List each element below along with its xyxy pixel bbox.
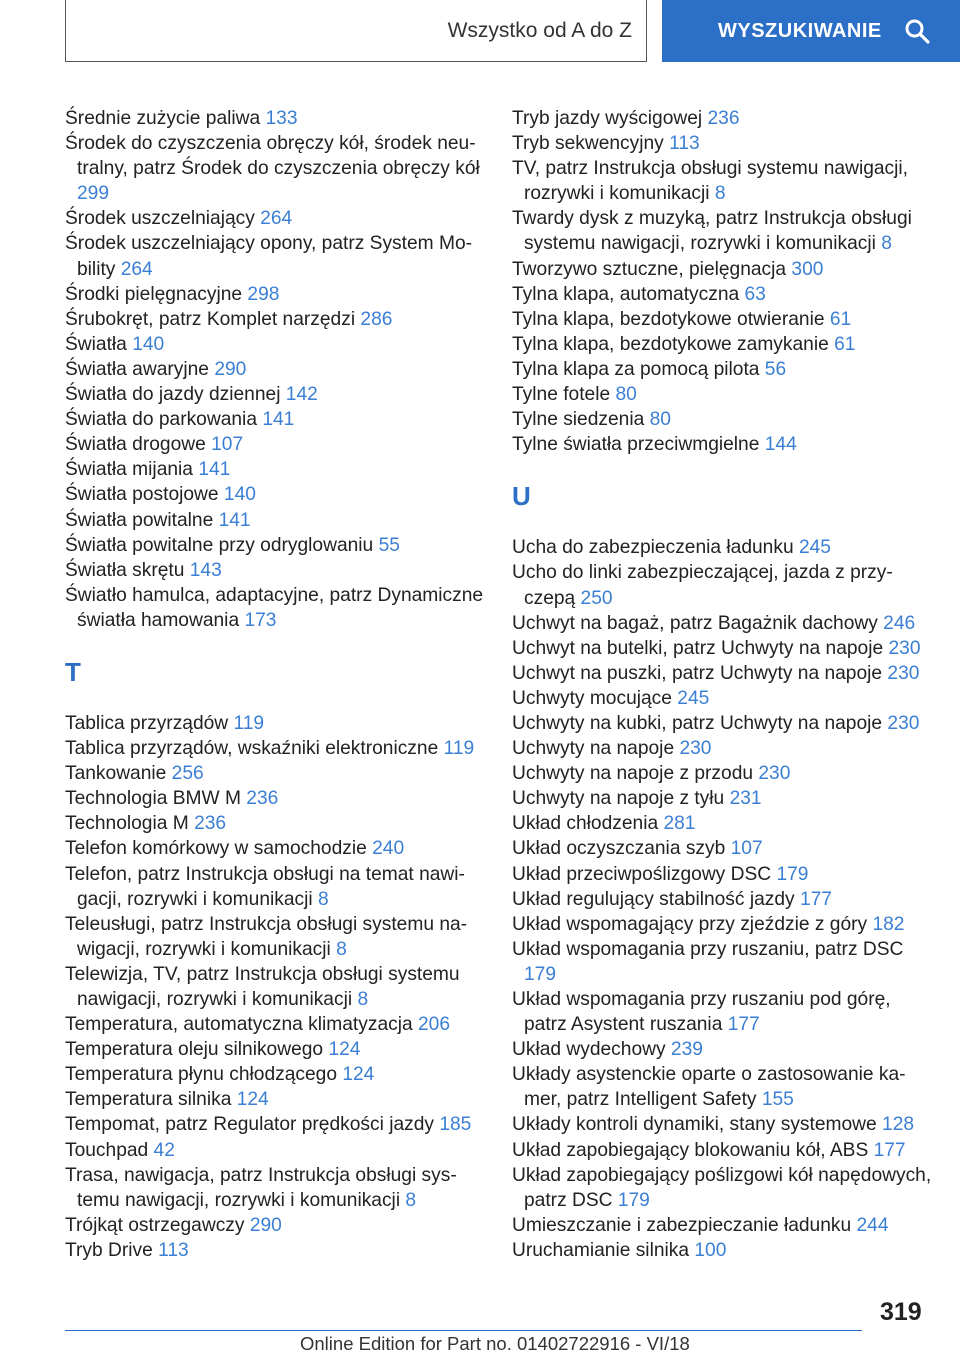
index-entry — [65, 912, 485, 962]
page-link[interactable]: 63 — [744, 283, 766, 305]
page-link[interactable]: 141 — [218, 509, 251, 531]
index-entry-text: Uchwyty na napoje z tyłu — [512, 788, 730, 810]
page-link[interactable]: 246 — [883, 612, 916, 634]
page-link[interactable]: 107 — [211, 434, 244, 456]
page-link[interactable]: 240 — [372, 838, 405, 860]
index-entry — [512, 1138, 932, 1163]
index-entry — [512, 611, 932, 636]
index-entry — [512, 987, 932, 1037]
page-link[interactable]: 119 — [233, 712, 265, 734]
index-entry-text: Układ oczyszczania szyb — [512, 838, 731, 860]
index-entry-text: Światła awaryjne — [65, 358, 215, 380]
index-entry-text: Technologia M — [65, 813, 195, 835]
page-link[interactable]: 8 — [357, 989, 369, 1010]
index-entry-text: Tankowanie — [65, 763, 172, 785]
page-link[interactable]: 42 — [153, 1139, 175, 1161]
page-link[interactable]: 141 — [262, 409, 295, 431]
page-link[interactable]: 61 — [829, 308, 852, 330]
index-entry — [65, 786, 485, 811]
index-entry-text: Temperatura silnika — [65, 1089, 237, 1111]
index-entry — [65, 761, 485, 786]
index-entry-text: Światła do parkowania — [65, 409, 263, 431]
index-entry — [65, 836, 485, 861]
index-entry — [65, 862, 485, 912]
index-entry-text: Układ zapobiegający blokowaniu kół, ABS — [512, 1139, 874, 1161]
index-entry — [512, 761, 932, 786]
index-entry — [65, 558, 485, 583]
page-link[interactable]: 56 — [764, 358, 787, 380]
page-link[interactable]: 245 — [798, 537, 831, 559]
page-link[interactable]: 264 — [260, 208, 293, 230]
index-entry-text: Uruchamianie silnika — [512, 1239, 695, 1261]
page-link[interactable]: 155 — [761, 1089, 794, 1111]
index-entry — [65, 382, 485, 407]
page-link[interactable]: 245 — [677, 687, 710, 709]
index-entry — [65, 282, 485, 307]
index-entry-text: Tylna klapa za pomocą pilota — [512, 358, 765, 380]
index-entry-text: Twardy dysk z muzyką, patrz Instrukcja obsługi systemu nawigacji, rozrywki i komunikacji — [512, 208, 912, 255]
page-link[interactable]: 177 — [873, 1139, 906, 1161]
index-entry — [512, 661, 932, 686]
page-link[interactable]: 141 — [198, 459, 231, 481]
section-letter: T — [65, 656, 81, 687]
index-entry-text: Touchpad — [65, 1139, 154, 1161]
index-entry-text: Układ wspomagania przy ruszaniu pod górę, patrz Asystent ruszania — [512, 989, 891, 1036]
page-link[interactable]: 8 — [336, 938, 347, 960]
page-link[interactable]: 124 — [342, 1064, 375, 1086]
index-entry — [65, 1213, 485, 1238]
index-entry-text: Światła postojowe — [65, 484, 224, 506]
index-entry-text: Tryb sekwencyjny — [512, 133, 670, 155]
page-link[interactable]: 236 — [707, 108, 740, 129]
index-entry — [512, 1213, 932, 1238]
index-entry-text: Światła powitalne przy odryglowaniu — [65, 534, 379, 556]
page-link[interactable]: 140 — [223, 484, 256, 506]
page-link[interactable]: 300 — [791, 258, 824, 280]
section-tab[interactable] — [65, 0, 647, 62]
index-entry — [65, 131, 485, 206]
footer-divider — [65, 1330, 862, 1331]
index-entry-text: Środek uszczelniający opony, patrz System Mo-bility — [65, 233, 473, 280]
page-link[interactable]: 144 — [764, 434, 797, 456]
page-link[interactable]: 107 — [730, 838, 763, 860]
index-entry-text: Uchwyt na bagaż, patrz Bagażnik dachowy — [512, 612, 884, 634]
index-entry — [65, 736, 485, 761]
page-link[interactable]: 231 — [729, 788, 762, 810]
index-entry — [512, 206, 932, 256]
index-entry-text: Układ przeciwpoślizgowy DSC — [512, 863, 777, 885]
index-entry — [512, 1112, 932, 1137]
page-link[interactable]: 256 — [171, 763, 204, 785]
index-entry — [512, 282, 932, 307]
index-entry-text: Światła powitalne — [65, 509, 219, 531]
page-link[interactable]: 230 — [679, 738, 712, 760]
index-entry-text: Światło hamulca, adaptacyjne, patrz Dynamiczne światła hamowania — [65, 584, 484, 631]
page-link[interactable]: 8 — [317, 888, 329, 910]
index-entry-text: Telewizja, TV, patrz Instrukcja obsługi systemu nawigacji, rozrywki i komunikacji — [65, 963, 460, 1010]
index-entry-text: Uchwyt na puszki, patrz Uchwyty na napoje — [512, 662, 888, 684]
index-entry — [65, 1163, 485, 1213]
index-entry-text: Średnie zużycie paliwa — [65, 108, 266, 129]
index-entry — [65, 357, 485, 382]
page-link[interactable]: 299 — [77, 183, 110, 205]
search-label: WYSZUKIWANIE — [718, 19, 882, 42]
index-entry-text: Uchwyty mocujące — [512, 687, 678, 709]
index-entry-text: Światła skrętu — [65, 559, 190, 581]
index-entry — [65, 962, 485, 1012]
page-link[interactable]: 119 — [443, 738, 475, 760]
index-entry-text: Uchwyt na butelki, patrz Uchwyty na napoje — [512, 637, 889, 659]
index-entry — [512, 407, 932, 432]
index-entry — [512, 736, 932, 761]
page-link[interactable]: 173 — [244, 609, 277, 631]
index-entry-text: Uchwyty na napoje z przodu — [512, 763, 759, 785]
index-entry — [65, 1087, 485, 1112]
index-entry-text: Układy asystenckie oparte o zastosowanie ka-mer, patrz Intelligent Safety — [512, 1064, 906, 1111]
index-entry — [512, 937, 932, 987]
page-link[interactable]: 80 — [615, 384, 637, 406]
index-entry-text: Tylna klapa, bezdotykowe zamykanie — [512, 333, 835, 355]
page-link[interactable]: 230 — [888, 637, 921, 659]
index-entry-text: Tylne fotele — [512, 384, 616, 406]
index-entry-text: Tworzywo sztuczne, pielęgnacja — [512, 258, 792, 280]
index-entry — [65, 407, 485, 432]
index-entry-text: Światła mijania — [65, 459, 199, 481]
page-number: 319 — [880, 1298, 922, 1326]
index-entry — [65, 432, 485, 457]
section-letter: U — [512, 481, 531, 512]
page-link[interactable]: 113 — [669, 133, 700, 155]
index-entry-text: Telefon, patrz Instrukcja obsługi na temat nawi-gacji, rozrywki i komunikacji — [65, 863, 465, 910]
search-icon — [904, 18, 930, 44]
index-entry-text: Technologia BMW M — [65, 788, 247, 810]
index-entry-text: Tylne siedzenia — [512, 409, 650, 431]
index-entry-text: TV, patrz Instrukcja obsługi systemu nawigacji, rozrywki i komunikacji — [512, 158, 909, 205]
index-entry — [65, 583, 485, 633]
index-entry-text: Środek do czyszczenia obręczy kół, środek neu-tralny, patrz Środek do czyszczenia obręczy kół — [65, 133, 480, 180]
index-entry — [512, 106, 932, 131]
index-entry-text: Tryb Drive — [65, 1239, 159, 1261]
index-entry-text: Światła drogowe — [65, 434, 212, 456]
index-entry — [65, 206, 485, 231]
index-entry — [512, 131, 932, 156]
index-entry — [512, 257, 932, 282]
index-entry-text: Układ wspomagający przy zjeździe z góry — [512, 913, 873, 935]
page-link[interactable]: 298 — [247, 283, 280, 305]
index-entry-text: Śrubokręt, patrz Komplet narzędzi — [65, 308, 361, 330]
index-entry — [65, 457, 485, 482]
page-link[interactable]: 236 — [194, 813, 227, 835]
page-link[interactable]: 281 — [663, 813, 696, 835]
index-entry — [512, 535, 932, 560]
page-link[interactable]: 124 — [328, 1039, 361, 1061]
page-link[interactable]: 290 — [214, 358, 247, 380]
index-entry — [512, 711, 932, 736]
index-entry-text: Umieszczanie i zabezpieczanie ładunku — [512, 1214, 857, 1236]
index-entry — [512, 636, 932, 661]
index-entry — [65, 711, 485, 736]
index-entry-text: Tryb jazdy wyścigowej — [512, 108, 708, 129]
index-entry-text: Temperatura oleju silnikowego — [65, 1039, 329, 1061]
index-entry-text: Układ regulujący stabilność jazdy — [512, 888, 800, 910]
index-entry-text: Uchwyty na kubki, patrz Uchwyty na napoje — [512, 712, 888, 734]
index-entry — [65, 533, 485, 558]
page-link[interactable]: 264 — [120, 258, 153, 280]
search-button[interactable] — [662, 0, 960, 62]
index-entry — [512, 560, 932, 610]
index-entry-text: Układ wspomagania przy ruszaniu, patrz DSC — [512, 938, 904, 960]
page-link[interactable]: 250 — [580, 587, 613, 609]
index-entry — [512, 357, 932, 382]
index-entry — [65, 332, 485, 357]
index-entry — [65, 1238, 485, 1263]
index-entry — [65, 1112, 485, 1137]
page-link[interactable]: 230 — [758, 763, 791, 785]
index-column-right — [512, 106, 932, 1263]
page-link[interactable]: 290 — [249, 1214, 282, 1236]
index-entry — [512, 786, 932, 811]
index-entry-text: Trasa, nawigacja, patrz Instrukcja obsługi sys-temu nawigacji, rozrywki i komunikacji — [65, 1164, 457, 1211]
page-link[interactable]: 128 — [882, 1114, 915, 1136]
index-entry-text: Światła — [65, 333, 133, 355]
index-entry-text: Tablica przyrządów, wskaźniki elektroniczne — [65, 738, 444, 760]
index-entry — [512, 1163, 932, 1213]
index-entry-text: Układ chłodzenia — [512, 813, 664, 835]
page-link[interactable]: 236 — [246, 788, 279, 810]
index-entry-text: Układ zapobiegający poślizgowi kół napędowych, patrz DSC — [512, 1164, 932, 1211]
page-link[interactable]: 80 — [649, 409, 671, 431]
page-link[interactable]: 179 — [524, 963, 557, 985]
index-entry-text: Temperatura, automatyczna klimatyzacja — [65, 1014, 418, 1036]
page-link[interactable]: 230 — [887, 712, 920, 734]
index-entry-text: Światła do jazdy dziennej — [65, 384, 286, 406]
page-link[interactable]: 8 — [714, 183, 726, 205]
index-entry — [512, 862, 932, 887]
index-entry-text: Środki pielęgnacyjne — [65, 283, 248, 305]
index-entry-text: Trójkąt ostrzegawczy — [65, 1214, 250, 1236]
page-link[interactable]: 133 — [265, 108, 298, 129]
index-entry — [512, 332, 932, 357]
index-entry — [512, 156, 932, 206]
page-link[interactable]: 143 — [189, 559, 222, 581]
index-entry — [65, 1037, 485, 1062]
index-entry — [512, 912, 932, 937]
index-entry — [512, 382, 932, 407]
index-entry-text: Tylna klapa, automatyczna — [512, 283, 745, 305]
page-link[interactable]: 140 — [132, 333, 165, 355]
page-link[interactable]: 113 — [158, 1239, 189, 1261]
page-link[interactable]: 230 — [887, 662, 920, 684]
page-link[interactable]: 239 — [670, 1039, 703, 1061]
page-link[interactable]: 142 — [285, 384, 318, 406]
footer-edition: Online Edition for Part no. 01402722916 - VI/18 — [300, 1333, 690, 1354]
index-entry-text: Środek uszczelniający — [65, 208, 261, 230]
index-entry-text: Uchwyty na napoje — [512, 738, 680, 760]
page-link[interactable]: 177 — [727, 1014, 760, 1036]
index-entry — [512, 811, 932, 836]
index-entry — [65, 307, 485, 332]
page-link[interactable]: 100 — [694, 1239, 727, 1261]
index-entry-text: Temperatura płynu chłodzącego — [65, 1064, 343, 1086]
page-link[interactable]: 124 — [236, 1089, 269, 1111]
index-entry — [512, 836, 932, 861]
index-entry-text: Układy kontroli dynamiki, stany systemowe — [512, 1114, 883, 1136]
page-link[interactable]: 177 — [799, 888, 832, 910]
index-entry-text: Tablica przyrządów — [65, 712, 234, 734]
index-entry — [512, 1238, 932, 1263]
index-entry — [65, 106, 485, 131]
index-entry-text: Ucha do zabezpieczenia ładunku — [512, 537, 799, 559]
page-link[interactable]: 182 — [872, 913, 905, 935]
index-entry — [65, 482, 485, 507]
page-link[interactable]: 244 — [856, 1214, 889, 1236]
index-entry — [512, 1062, 932, 1112]
page-link[interactable]: 179 — [617, 1189, 650, 1211]
page-link[interactable]: 179 — [776, 863, 809, 885]
index-entry — [65, 1062, 485, 1087]
index-entry-text: Telefon komórkowy w samochodzie — [65, 838, 373, 860]
index-entry — [65, 1012, 485, 1037]
page-link[interactable]: 55 — [378, 534, 400, 556]
index-entry-text: Ucho do linki zabezpieczającej, jazda z przy-czepą — [512, 562, 893, 609]
index-entry-text: Tylne światła przeciwmgielne — [512, 434, 765, 456]
page-link[interactable]: 185 — [439, 1114, 472, 1136]
index-entry — [512, 432, 932, 457]
index-entry — [65, 508, 485, 533]
index-entry-text: Układ wydechowy — [512, 1039, 671, 1061]
index-entry — [512, 686, 932, 711]
index-entry-text: Tempomat, patrz Regulator prędkości jazdy — [65, 1114, 440, 1136]
page-link[interactable]: 8 — [881, 233, 892, 255]
page-link[interactable]: 206 — [417, 1014, 450, 1036]
page-link[interactable]: 8 — [405, 1189, 417, 1211]
index-entry — [512, 1037, 932, 1062]
index-entry — [65, 811, 485, 836]
index-column-left — [65, 106, 485, 1263]
index-entry — [65, 231, 485, 281]
page-link[interactable]: 61 — [834, 333, 856, 355]
index-entry-text: Tylna klapa, bezdotykowe otwieranie — [512, 308, 830, 330]
index-entry-text: Teleusługi, patrz Instrukcja obsługi systemu na-wigacji, rozrywki i komunikacji — [65, 913, 468, 960]
index-entry — [512, 307, 932, 332]
section-label: Wszystko od A do Z — [447, 18, 632, 42]
index-entry — [512, 887, 932, 912]
page-link[interactable]: 286 — [360, 308, 393, 330]
index-entry — [65, 1138, 485, 1163]
